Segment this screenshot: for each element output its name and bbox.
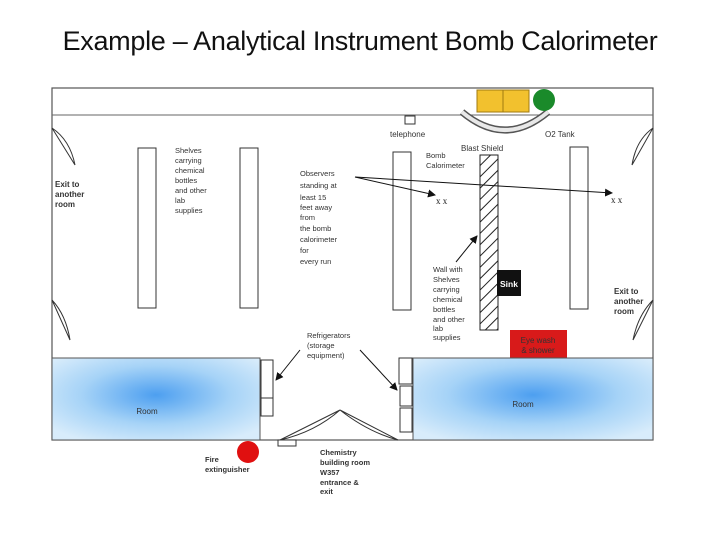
exit-right-label-1: Exit to <box>614 287 639 296</box>
fire-extinguisher-label-2: extinguisher <box>205 465 250 474</box>
fire-extinguisher-label-1: Fire <box>205 455 219 464</box>
o2-tank-label: O2 Tank <box>545 130 575 139</box>
observers-label-3: least 15 <box>300 193 327 202</box>
slide-title: Example – Analytical Instrument Bomb Calorimeter <box>62 26 658 56</box>
shelf-center <box>393 152 411 310</box>
telephone <box>405 116 415 124</box>
refrigerators-label-3: equipment) <box>307 351 345 360</box>
observers-label-2: standing at <box>300 181 337 190</box>
observers-label-7: calorimeter <box>300 235 338 244</box>
refrigerators-label-2: (storage <box>307 341 335 350</box>
wall-label-7: lab <box>433 324 444 333</box>
calorimeter-right <box>503 90 529 112</box>
observers-label-9: every run <box>300 257 332 266</box>
shelves-label-7: supplies <box>175 206 203 215</box>
shelves-label-1: Shelves <box>175 146 202 155</box>
entrance-label-3: W357 <box>320 468 340 477</box>
refrigerator-left-1 <box>261 360 273 398</box>
shelf-left-1 <box>138 148 156 308</box>
refrigerator-right-2 <box>400 386 412 406</box>
entrance-label-1: Chemistry <box>320 448 357 457</box>
shelves-label-5: and other <box>175 186 207 195</box>
wall-label-5: bottles <box>433 305 456 314</box>
refrigerator-right-1 <box>399 358 412 384</box>
blast-shield-label: Blast Shield <box>461 144 504 153</box>
shelves-label-2: carrying <box>175 156 202 165</box>
eyewash-label-2: & shower <box>521 346 555 355</box>
room-right <box>413 358 653 440</box>
wall-label-6: and other <box>433 315 465 324</box>
shelves-label-3: chemical <box>175 166 205 175</box>
calorimeter-label-1: Bomb <box>426 151 446 160</box>
exit-right-label-3: room <box>614 307 634 316</box>
observers-label-8: for <box>300 246 309 255</box>
exit-left-label-1: Exit to <box>55 180 80 189</box>
exit-right-label-2: another <box>614 297 644 306</box>
exit-left-label-3: room <box>55 200 75 209</box>
sink-label: Sink <box>500 279 518 289</box>
room-right-label: Room <box>512 400 534 409</box>
eyewash-label-1: Eye wash <box>520 336 556 345</box>
refrigerators-label-1: Refrigerators <box>307 331 351 340</box>
room-left-label: Room <box>136 407 158 416</box>
hatched-wall <box>480 155 498 330</box>
shelf-left-2 <box>240 148 258 308</box>
o2-tank <box>533 89 555 111</box>
wall-label-1: Wall with <box>433 265 463 274</box>
calorimeter-label-2: Calorimeter <box>426 161 465 170</box>
observer-mark-right: x x <box>611 195 623 205</box>
observers-label-1: Observers <box>300 169 335 178</box>
entrance-label-2: building room <box>320 458 370 467</box>
shelf-right <box>570 147 588 309</box>
wall-label-8: supplies <box>433 333 461 342</box>
observers-label-4: feet away <box>300 203 333 212</box>
room-left <box>52 358 260 440</box>
shelves-label-6: lab <box>175 196 186 205</box>
exit-left-label-2: another <box>55 190 85 199</box>
shelves-label-4: bottles <box>175 176 198 185</box>
entrance-mat <box>278 440 296 446</box>
telephone-label: telephone <box>390 130 426 139</box>
wall-label-3: carrying <box>433 285 460 294</box>
wall-label-2: Shelves <box>433 275 460 284</box>
fire-extinguisher-icon <box>237 441 259 463</box>
refrigerator-left-2 <box>261 398 273 416</box>
entrance-label-5: exit <box>320 487 333 496</box>
observer-mark-left: x x <box>436 196 448 206</box>
entrance-label-4: entrance & <box>320 478 359 487</box>
wall-label-4: chemical <box>433 295 463 304</box>
calorimeter-left <box>477 90 503 112</box>
observers-label-6: the bomb <box>300 224 332 233</box>
observers-label-5: from <box>300 213 315 222</box>
refrigerator-right-3 <box>400 408 412 432</box>
